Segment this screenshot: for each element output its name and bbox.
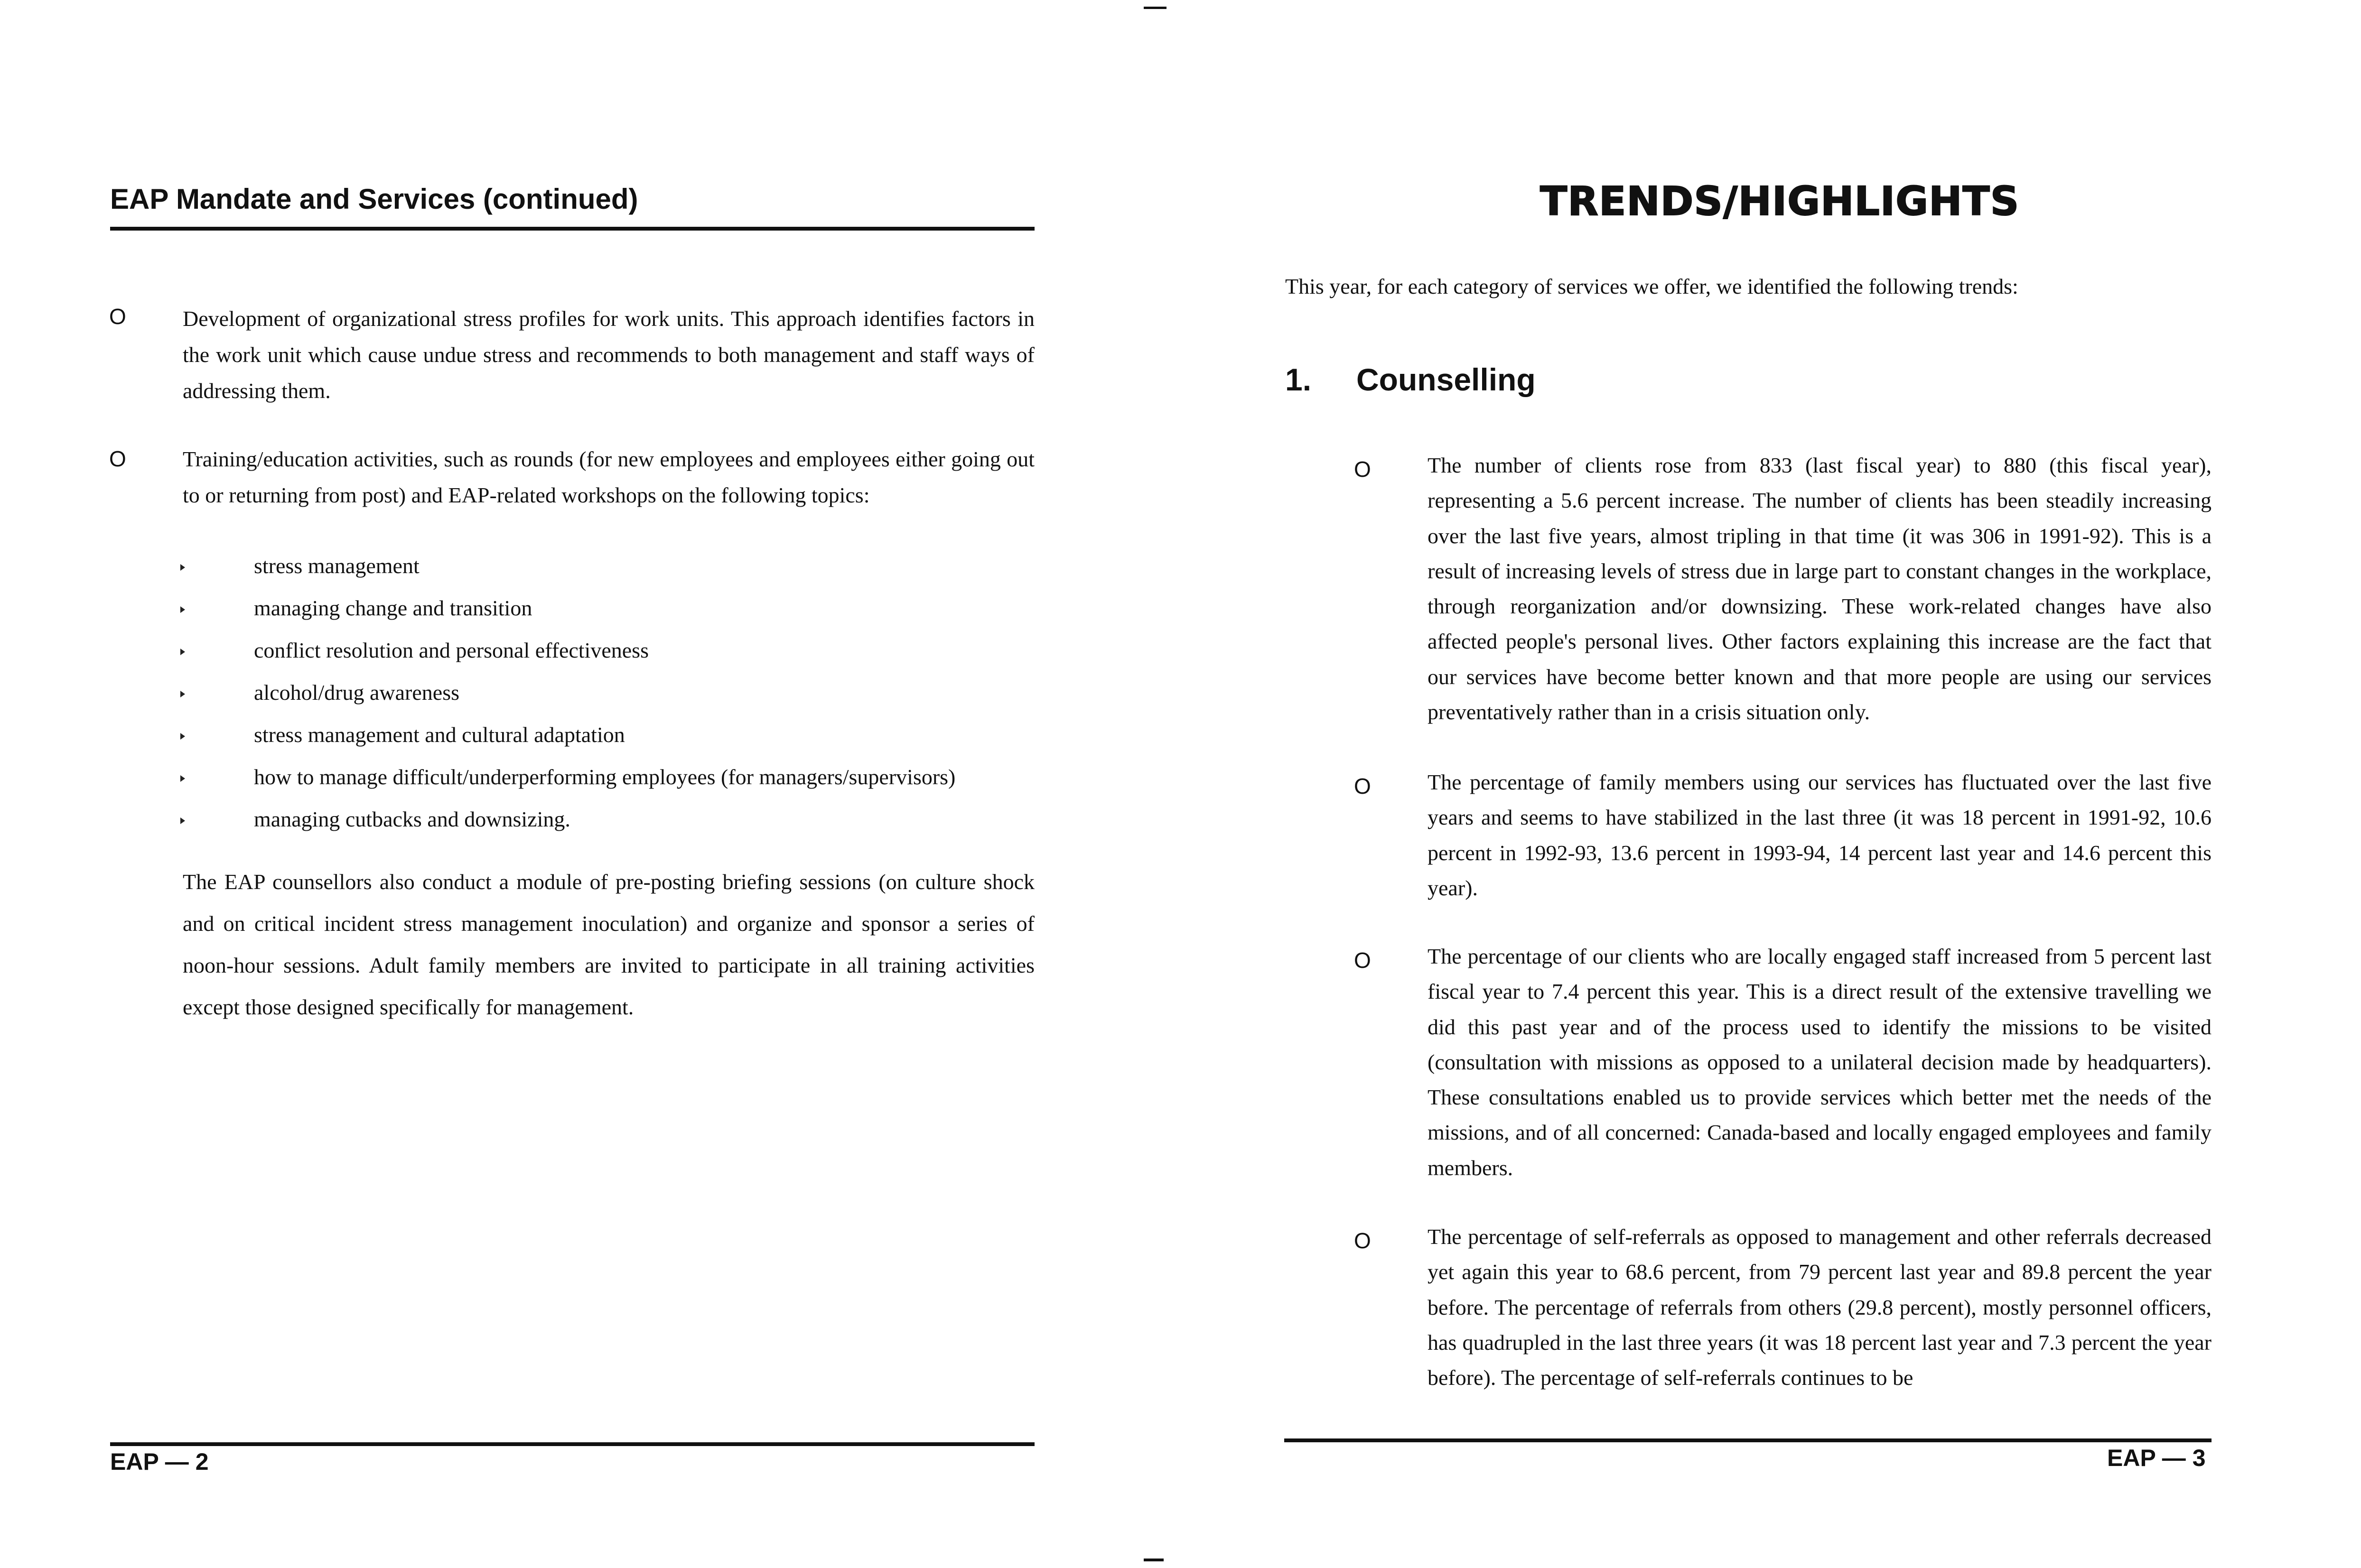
triangle-bullet-icon xyxy=(180,564,185,571)
left-page-title: EAP Mandate and Services (continued) xyxy=(110,183,638,215)
topic-label: stress management xyxy=(254,554,420,578)
topic-label: stress management and cultural adaptation xyxy=(254,723,625,747)
list-item xyxy=(180,675,1035,717)
section-title: Counselling xyxy=(1356,362,1536,397)
triangle-bullet-icon xyxy=(180,649,185,655)
section-number: 1. xyxy=(1285,362,1312,397)
list-item xyxy=(180,590,1035,632)
bullet-paragraph: The percentage of our clients who are locally engaged staff increased from 5 percent last fiscal year to 7.4 percent this year. This is a direct result of the extensive travelling we did this past year and of the process used to identify the missions to be visited (consultation with missions as opposed to a unilateral decision made by headquarters). These consultations enabled us to provide services which better met the needs of the missions, and of all concerned: Canada-based and locally engaged employees and family members. xyxy=(1428,944,2212,1180)
bullet-paragraph: The percentage of self-referrals as opposed to management and other referrals decreased yet again this year to 68.6 percent, from 79 percent last year and 89.8 percent the year before. The percentage of referrals from others (29.8 percent), mostly personnel officers, has quadrupled in the last three years (it was 18 percent last year and 7.3 percent the year before). The percentage of self-referrals continues to be xyxy=(1428,1225,2212,1390)
triangle-bullet-icon xyxy=(180,775,185,782)
bullet-marker: O xyxy=(1354,948,1371,973)
list-item xyxy=(180,548,1035,590)
triangle-bullet-icon xyxy=(180,733,185,740)
bullet-marker: O xyxy=(1354,774,1371,798)
topic-label: alcohol/drug awareness xyxy=(254,680,460,705)
triangle-bullet-icon xyxy=(180,817,185,824)
workshop-topics-list xyxy=(180,548,1035,844)
topic-label: managing change and transition xyxy=(254,596,532,620)
page-footer: EAP — 3 xyxy=(2107,1445,2206,1471)
triangle-bullet-icon xyxy=(180,691,185,697)
left-page xyxy=(0,0,1163,1568)
footer-rule xyxy=(110,1442,1035,1446)
page-footer: EAP — 2 xyxy=(110,1448,209,1475)
topic-label: conflict resolution and personal effectiveness xyxy=(254,638,649,662)
bullet-paragraph: The number of clients rose from 833 (last fiscal year) to 880 (this fiscal year), representing a 5.6 percent increase. The number of clients has been steadily increasing over the last five years, almost tripling in that time (it was 306 in 1991-92). This is a result of increasing levels of stress due in large part to constant changes in the workplace, through reorganization and/or downsizing. These work-related changes have also affected people's personal lives. Other factors explaining this increase are the fact that our services have become better known and that more people are using our services preventatively rather than in a crisis situation only. xyxy=(1428,453,2212,724)
list-item xyxy=(180,717,1035,759)
list-item xyxy=(180,801,1035,844)
footer-rule xyxy=(1284,1438,2212,1442)
bullet-marker: O xyxy=(1354,1228,1371,1253)
bullet-paragraph: The percentage of family members using our services has fluctuated over the last five years and seems to have stabilized in the last three (it was 18 percent in 1991-92, 10.6 percent in 1992-93, 13.6 percent in 1993-94, 14 percent last year and 14.6 percent this year). xyxy=(1428,770,2212,900)
bullet-paragraph: Training/education activities, such as rounds (for new employees and employees either going out to or returning from post) and EAP-related workshops on the following topics: xyxy=(183,447,1035,507)
closing-paragraph: The EAP counsellors also conduct a module of pre-posting briefing sessions (on culture shock and on critical incident stress management inoculation) and organize and sponsor a series of noon-hour sessions. Adult family members are invited to participate in all training activities except those designed specifically for management. xyxy=(183,870,1035,1019)
title-rule xyxy=(110,227,1035,231)
bullet-paragraph: Development of organizational stress profiles for work units. This approach identifies factors in the work unit which cause undue stress and recommends to both management and staff ways of addressing them. xyxy=(183,306,1035,403)
list-item xyxy=(180,632,1035,675)
topic-label: managing cutbacks and downsizing. xyxy=(254,807,570,831)
intro-text: This year, for each category of services we offer, we identified the following trends: xyxy=(1285,274,2018,298)
list-item xyxy=(180,759,1035,801)
topic-label: how to manage difficult/underperforming employees (for managers/supervisors) xyxy=(254,765,956,789)
right-page-title: TRENDS/HIGHLIGHTS xyxy=(1540,178,2020,224)
bullet-marker: O xyxy=(1354,457,1371,482)
bullet-marker: O xyxy=(109,446,126,471)
bullet-marker: O xyxy=(109,304,126,329)
triangle-bullet-icon xyxy=(180,606,185,613)
